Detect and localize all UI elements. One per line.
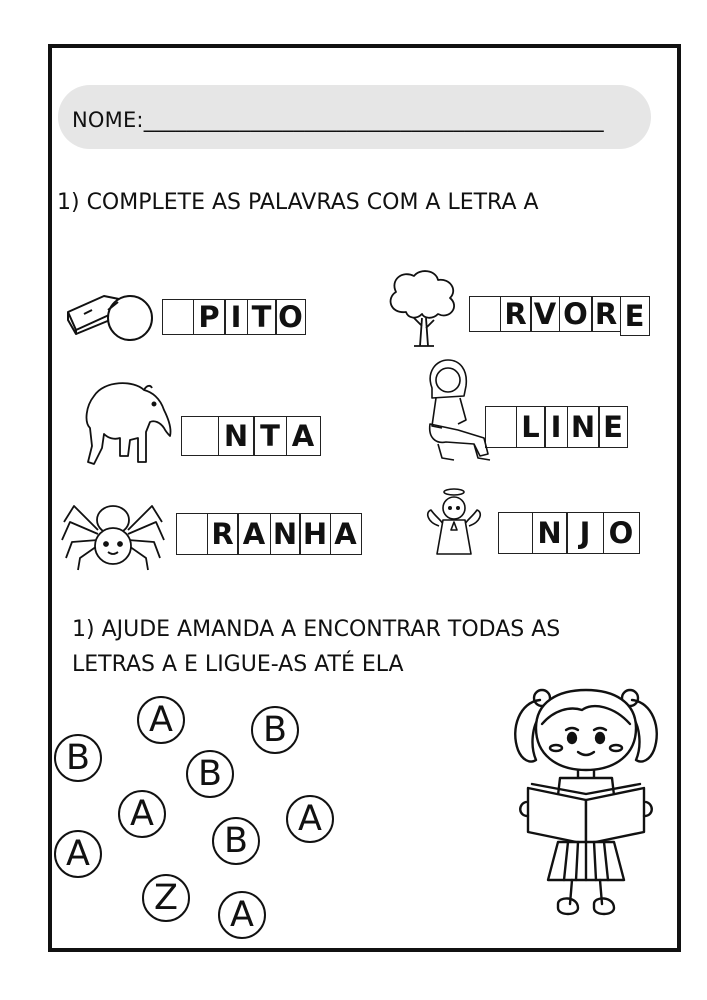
letter-box: N (567, 406, 600, 448)
letter-box: R (591, 296, 621, 332)
spider-icon (60, 500, 166, 570)
letter-circle[interactable]: A (54, 830, 102, 878)
letter-circle[interactable]: Z (142, 874, 190, 922)
letter-box: A (330, 513, 362, 555)
letter-box: P (193, 299, 226, 335)
letter-box: T (253, 416, 287, 456)
letter-box: A (237, 513, 271, 555)
letter-box: I (544, 406, 568, 448)
letter-box: E (598, 406, 628, 448)
letter-box: N (532, 512, 568, 554)
letter-circle[interactable]: A (118, 790, 166, 838)
letter-box: H (299, 513, 331, 555)
letter-circle[interactable]: B (212, 817, 260, 865)
tree-icon (384, 268, 462, 348)
question-1-instruction: 1) COMPLETE AS PALAVRAS COM A LETRA A (57, 190, 539, 215)
name-field[interactable]: NOME:___________________________________________ (72, 108, 604, 132)
letter-box: E (620, 296, 650, 336)
blank-letter-box[interactable] (498, 512, 533, 554)
letter-box: T (247, 299, 277, 335)
letter-circle[interactable]: B (186, 750, 234, 798)
letter-box: L (516, 406, 546, 448)
letter-box: V (530, 296, 560, 332)
tapir-icon (80, 376, 176, 468)
letter-box: O (559, 296, 593, 332)
letter-box: I (224, 299, 248, 335)
word-row-ranha (176, 513, 360, 555)
blank-letter-box[interactable] (181, 416, 219, 456)
instruction-line-2: LETRAS A E LIGUE-AS ATÉ ELA (72, 652, 404, 677)
blank-letter-box[interactable] (162, 299, 194, 335)
letter-box: A (286, 416, 321, 456)
word-row-nta (181, 416, 319, 456)
angel-icon (423, 486, 485, 558)
letter-box: N (218, 416, 255, 456)
blank-letter-box[interactable] (469, 296, 501, 332)
letter-circle[interactable]: A (286, 795, 334, 843)
letter-box: N (270, 513, 301, 555)
letter-box: R (500, 296, 532, 332)
letter-circle[interactable]: B (54, 734, 102, 782)
word-row-line (485, 406, 627, 448)
letter-box: R (207, 513, 239, 555)
whistle-icon (64, 290, 159, 342)
letter-circle[interactable]: A (218, 891, 266, 939)
girl-reading-icon[interactable] (506, 680, 666, 926)
letter-box: O (275, 299, 306, 335)
letter-box: O (603, 512, 640, 554)
question-2-instruction (72, 612, 632, 682)
word-row-njo (498, 512, 638, 554)
instruction-line-1: 1) AJUDE AMANDA A ENCONTRAR TODAS AS (72, 617, 561, 642)
blank-letter-box[interactable] (176, 513, 208, 555)
letter-box: J (566, 512, 604, 554)
girl-sitting-icon (418, 358, 494, 468)
letter-circle[interactable]: B (251, 706, 299, 754)
letter-circle[interactable]: A (137, 696, 185, 744)
word-row-pito (162, 299, 305, 335)
word-row-rvore (469, 296, 648, 336)
